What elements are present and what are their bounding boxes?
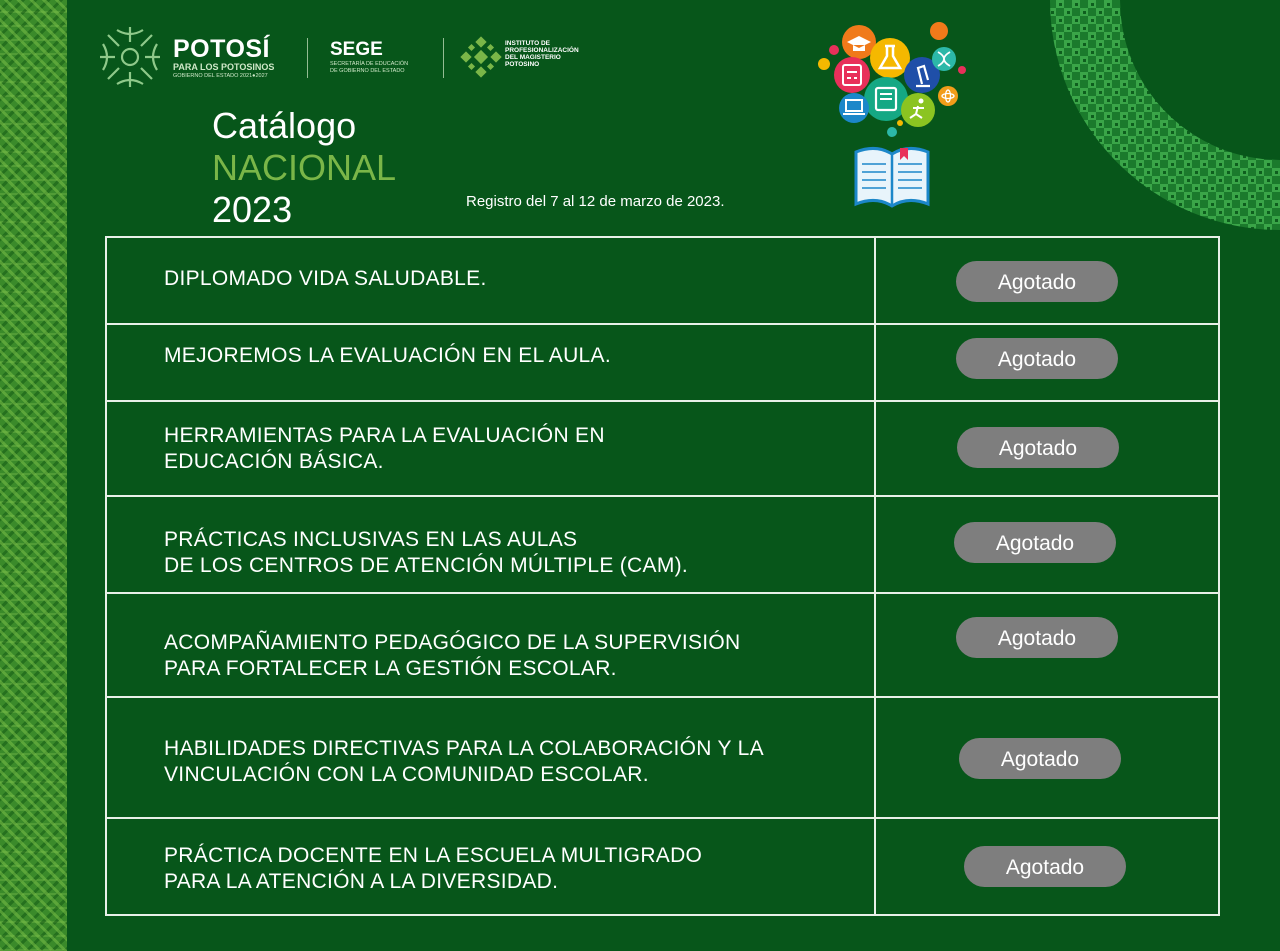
- title-nacional: NACIONAL: [212, 147, 397, 188]
- status-button[interactable]: Agotado: [954, 522, 1116, 563]
- sege-logo-name: SEGE: [330, 39, 383, 60]
- status-button[interactable]: Agotado: [957, 427, 1119, 468]
- table-row: [107, 400, 1218, 497]
- ipmp-line-2: PROFESIONALIZACIÓN: [505, 47, 579, 54]
- registration-dates: Registro del 7 al 12 de marzo de 2023.: [466, 193, 725, 210]
- education-icon-cluster: [812, 20, 972, 215]
- potosi-logo-tagline: PARA LOS POTOSINOS: [173, 62, 275, 72]
- status-button[interactable]: Agotado: [956, 338, 1118, 379]
- table-row: [107, 696, 1218, 819]
- course-title: DIPLOMADO VIDA SALUDABLE.: [164, 267, 487, 290]
- potosi-emblem-icon: [95, 22, 165, 92]
- ipmp-emblem-icon: [460, 36, 502, 78]
- course-table: [105, 236, 1220, 916]
- ipmp-line-1: INSTITUTO DE: [505, 40, 551, 47]
- ipmp-line-3: DEL MAGISTERIO: [505, 54, 561, 61]
- table-row: [107, 323, 1218, 402]
- runner-icon: [901, 93, 935, 127]
- logo-separator: [443, 38, 444, 78]
- course-title: HERRAMIENTAS PARA LA EVALUACIÓN EN EDUCACIÓN BÁSICA.: [164, 424, 605, 473]
- ipmp-logo: [460, 36, 579, 83]
- dna-icon: [932, 47, 956, 71]
- atom-icon: [938, 86, 958, 106]
- title-year: 2023: [212, 189, 293, 230]
- header-logos: [95, 22, 615, 92]
- table-row: [107, 817, 1218, 914]
- logo-separator: [307, 38, 308, 78]
- potosi-logo: [173, 36, 274, 80]
- status-button[interactable]: Agotado: [959, 738, 1121, 779]
- status-button[interactable]: Agotado: [964, 846, 1126, 887]
- side-border-pattern: [0, 0, 67, 951]
- book-icon: [864, 77, 908, 121]
- potosi-logo-name: POTOSÍ: [173, 35, 271, 63]
- sege-logo-fine-print-2: DE GOBIERNO DEL ESTADO: [330, 68, 405, 74]
- laptop-icon: [839, 93, 869, 123]
- course-title: ACOMPAÑAMIENTO PEDAGÓGICO DE LA SUPERVISIÓN PARA FORTALECER LA GESTIÓN ESCOLAR.: [164, 631, 741, 680]
- course-title: PRÁCTICAS INCLUSIVAS EN LAS AULAS DE LOS CENTROS DE ATENCIÓN MÚLTIPLE (CAM).: [164, 528, 689, 577]
- open-book-icon: [856, 148, 928, 206]
- course-title: PRÁCTICA DOCENTE EN LA ESCUELA MULTIGRADO PARA LA ATENCIÓN A LA DIVERSIDAD.: [164, 844, 703, 893]
- table-row: [107, 592, 1218, 698]
- sege-logo: [330, 39, 408, 75]
- potosi-logo-fine-print: GOBIERNO DEL ESTADO 2021●2027: [173, 73, 268, 79]
- flask-icon: [870, 38, 910, 78]
- status-button[interactable]: Agotado: [956, 617, 1118, 658]
- decorative-arc-pattern: [1040, 0, 1280, 240]
- sege-logo-fine-print-1: SECRETARÍA DE EDUCACIÓN: [330, 61, 409, 67]
- course-title: HABILIDADES DIRECTIVAS PARA LA COLABORACIÓN Y LA VINCULACIÓN CON LA COMUNIDAD ESCOLAR.: [164, 737, 764, 786]
- ipmp-line-4: POTOSINO: [505, 61, 540, 68]
- title-catalogo: Catálogo: [212, 105, 357, 146]
- course-title: MEJOREMOS LA EVALUACIÓN EN EL AULA.: [164, 344, 611, 367]
- table-row: [107, 495, 1218, 594]
- ipmp-logo-text: [505, 40, 615, 68]
- calculator-icon: [834, 57, 870, 93]
- status-button[interactable]: Agotado: [956, 261, 1118, 302]
- catalog-title: [212, 105, 396, 231]
- table-row: [107, 238, 1218, 323]
